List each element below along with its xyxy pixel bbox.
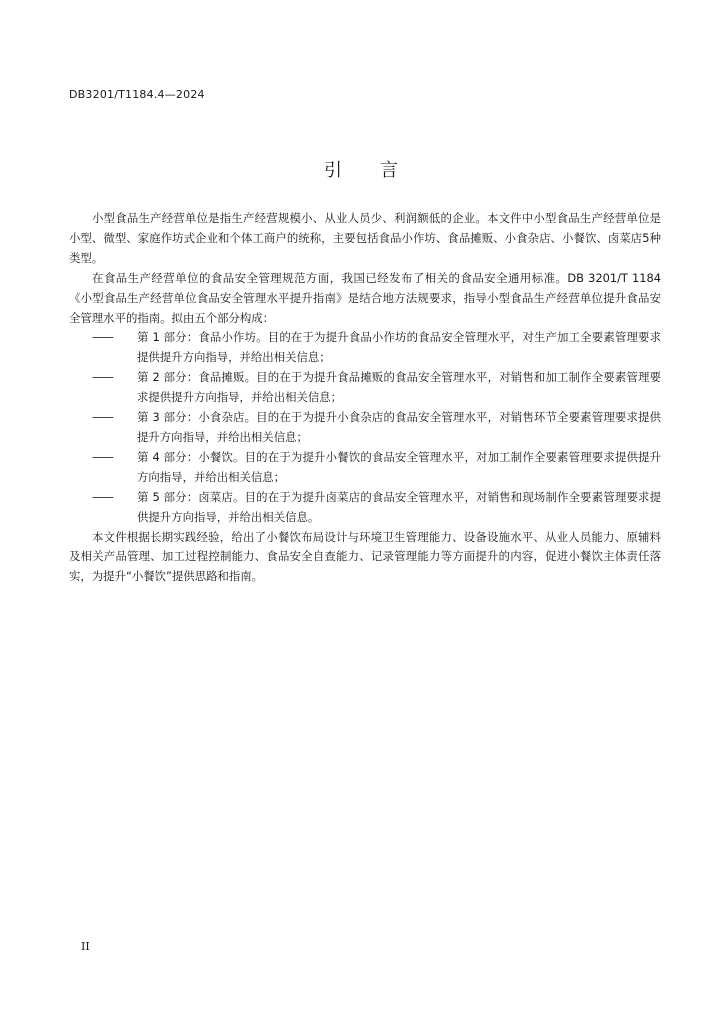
title-char-1: 引 bbox=[324, 160, 344, 181]
part-list-item bbox=[92, 488, 661, 528]
part-list-item bbox=[92, 328, 661, 368]
document-body bbox=[69, 209, 661, 587]
list-item-text: 第 4 部分：小餐饮。目的在于为提升小餐饮的食品安全管理水平，对加工制作全要素管理要求提供提升方向指导，并给出相关信息； bbox=[137, 449, 661, 484]
intro-paragraph-1: 小型食品生产经营单位是指生产经营规模小、从业人员少、利润额低的企业。本文件中小型食品生产经营单位是小型、微型、家庭作坊式企业和个体工商户的统称，主要包括食品小作坊、食品摊贩、小食杂店、小餐饮、卤菜店5种类型。 bbox=[69, 211, 661, 265]
list-item-text: 第 1 部分：食品小作坊。目的在于为提升食品小作坊的食品安全管理水平，对生产加工全要素管理要求提供提升方向指导，并给出相关信息； bbox=[137, 330, 661, 365]
part-list-item bbox=[92, 408, 661, 448]
list-item-text: 第 3 部分：小食杂店。目的在于为提升小食杂店的食品安全管理水平，对销售环节全要素管理要求提供提升方向指导，并给出相关信息； bbox=[137, 410, 661, 444]
intro-paragraph-2: 在食品生产经营单位的食品安全管理规范方面，我国已经发布了相关的食品安全通用标准。DB 3201/T 1184《小型食品生产经营单位食品安全管理水平提升指南》是结合地方法规要求，指导小型食品生产经营单位提升食品安全管理水平的指南。拟由五个部分构成： bbox=[69, 270, 661, 325]
intro-paragraph-3: 本文件根据长期实践经验，给出了小餐饮布局设计与环境卫生管理能力、设备设施水平、从业人员能力、原辅料及相关产品管理、加工过程控制能力、食品安全自查能力、记录管理能力等方面提升的内容，促进小餐饮主体责任落实，为提升“小餐饮”提供思路和指南。 bbox=[69, 529, 661, 584]
part-list-item bbox=[92, 368, 661, 408]
list-dash: —— bbox=[92, 449, 113, 464]
list-item-text: 第 5 部分：卤菜店。目的在于为提升卤菜店的食品安全管理水平，对销售和现场制作全要素管理要求提供提升方向指导，并给出相关信息。 bbox=[137, 489, 661, 524]
page-number: II bbox=[81, 940, 90, 953]
document-code: DB3201/T1184.4—2024 bbox=[69, 88, 205, 101]
list-dash: —— bbox=[92, 370, 113, 385]
page-title bbox=[0, 156, 724, 182]
list-dash: —— bbox=[92, 489, 113, 504]
part-list-item bbox=[92, 448, 661, 488]
list-item-text: 第 2 部分：食品摊贩。目的在于为提升食品摊贩的食品安全管理水平，对销售和加工制作全要素管理要求提供提升方向指导，并给出相关信息； bbox=[137, 370, 661, 405]
title-char-2: 言 bbox=[380, 160, 400, 181]
list-dash: —— bbox=[92, 330, 113, 345]
list-dash: —— bbox=[92, 410, 113, 425]
